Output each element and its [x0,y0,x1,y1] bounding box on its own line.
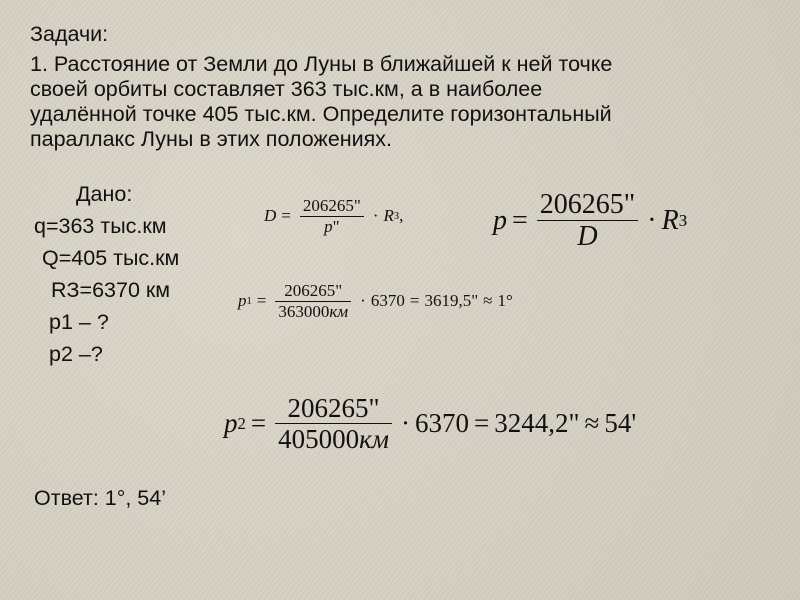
p1-subscript: 1 [246,295,252,307]
given-title: Дано: [76,182,133,206]
formula-p2-factor: 6370 [414,408,469,439]
formula-p2-rounded: 54' [604,408,637,439]
radius-subscript: З [678,210,688,230]
p2-subscript: 2 [237,413,246,433]
equals-sign: = [473,408,490,439]
formula-distance-lhs: D [264,206,277,226]
fraction-denominator: 363000км [278,301,349,321]
given-item-p1: p1 – ? [49,310,109,334]
formula-p2-lhs: p [224,408,238,439]
given-item-p2: p2 –? [49,342,103,366]
formula-p2 [224,394,636,454]
fraction-numerator: 206265" [287,393,380,423]
multiply-dot: · [372,206,379,226]
formula-p1-factor: 6370 [370,291,405,311]
formula-distance-fraction [300,197,364,236]
fraction-numerator: 206265" [284,281,343,300]
task-statement [30,52,770,152]
approx-sign: ≈ [483,291,493,311]
slide-heading: Задачи: [30,22,109,46]
equals-sign: = [256,291,267,311]
formula-distance [264,197,403,236]
formula-parallax-fraction [537,190,638,252]
given-item-Q: Q=405 тыс.км [42,246,180,270]
given-item-radius: RЗ=6370 км [51,278,171,302]
fraction-numerator: 206265" [302,196,361,215]
fraction-denominator: p" [324,216,340,236]
given-item-q: q=363 тыс.км [34,214,167,238]
multiply-dot: · [647,204,657,236]
formula-p1-lhs: p [238,291,247,311]
formula-distance-comma: , [399,206,404,226]
fraction-denominator: 405000км [278,424,389,455]
formula-p1-rounded: 1° [497,291,513,311]
formula-p2-fraction [275,394,392,454]
equals-sign: = [409,291,420,311]
formula-distance-radius: R [383,206,394,226]
equals-sign: = [281,206,291,226]
approx-sign: ≈ [584,408,600,439]
multiply-dot: · [360,291,366,311]
radius-subscript: З [393,210,400,222]
fraction-denominator: D [577,221,598,253]
answer-text: Ответ: 1°, 54’ [34,486,166,510]
equals-sign: = [250,408,267,439]
formula-parallax-lhs: p [493,204,507,236]
formula-parallax-radius: R [661,204,679,236]
task-line: удалённой точке 405 тыс.км. Определите горизонтальный [30,102,612,126]
formula-p1 [238,282,513,321]
formula-p1-result: 3619,5" [424,291,479,311]
formula-p2-result: 3244,2" [494,408,580,439]
formula-parallax [493,190,687,252]
formula-p1-fraction [275,282,351,321]
fraction-numerator: 206265" [539,189,636,220]
task-line: параллакс Луны в этих положениях. [30,127,393,151]
multiply-dot: · [400,408,410,439]
task-line: своей орбиты составляет 363 тыс.км, а в наиболее [30,77,543,101]
equals-sign: = [512,204,528,236]
task-line: 1. Расстояние от Земли до Луны в ближайшей к ней точке [30,52,613,76]
